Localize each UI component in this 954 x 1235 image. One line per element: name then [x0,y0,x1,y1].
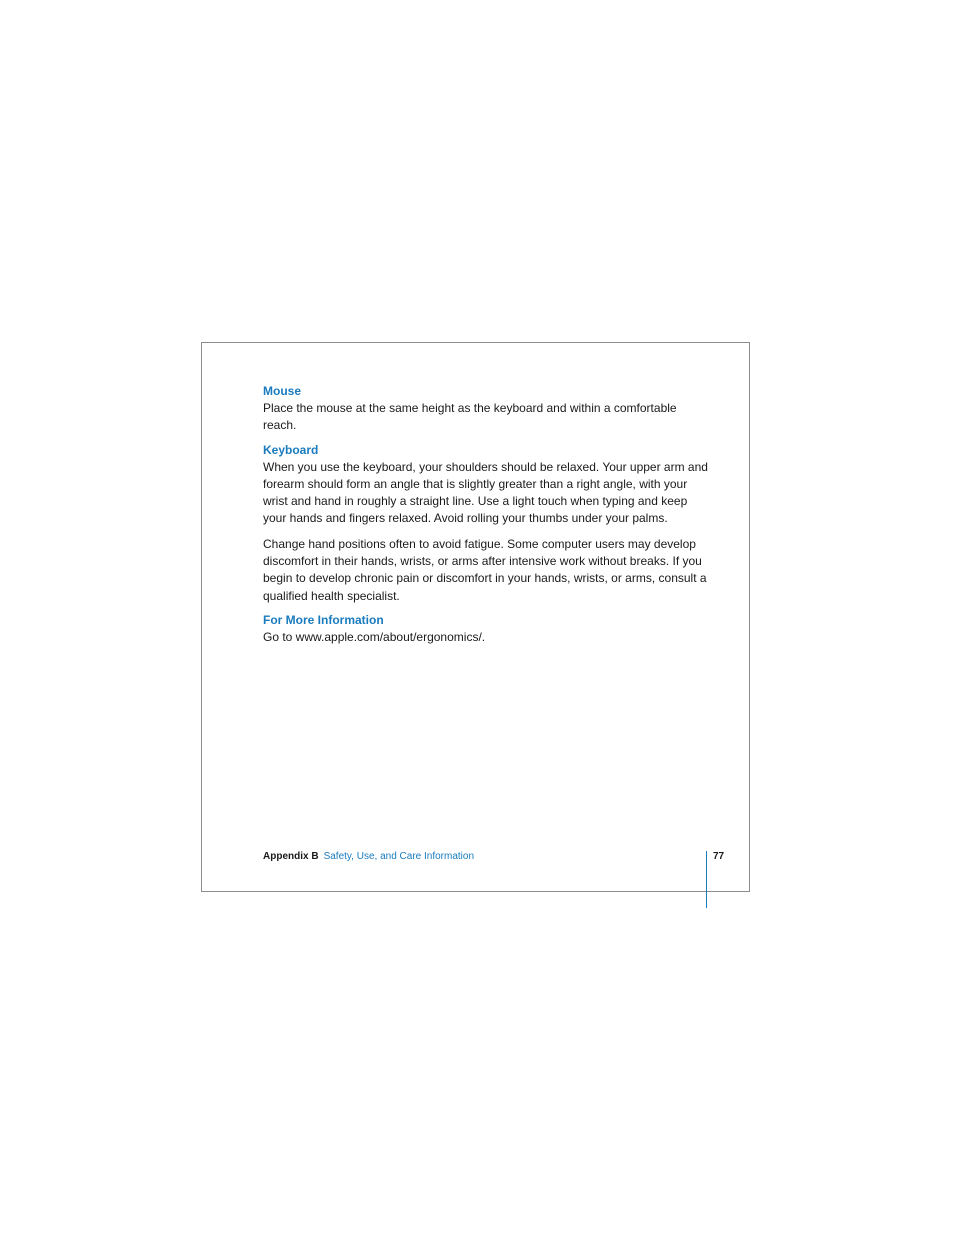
section-mouse [263,383,713,435]
section-heading: Mouse [263,384,302,398]
page-content [263,383,713,646]
section-heading: Keyboard [263,442,319,457]
section-paragraph: When you use the keyboard, your shoulders should be relaxed. Your upper arm and forearm should form an angle that is slightly greater than a right angle, with your wrist and hand in roughly a straight line. Use a light touch when typing and keep your hands and fingers relaxed. Avoid rolling your thumbs under your palms. [263,459,708,526]
section-paragraph: Place the mouse at the same height as the keyboard and within a comfortable reach. [263,401,677,433]
section-paragraph: Go to www.apple.com/about/ergonomics/. [263,629,486,644]
page-number: 77 [713,851,725,862]
section-keyboard [263,442,713,605]
section-heading: For More Information [263,612,384,627]
appendix-title: Safety, Use, and Care Information [323,851,475,862]
page-number-rule [706,851,707,908]
page-footer [263,850,723,864]
section-paragraph: Change hand positions often to avoid fatigue. Some computer users may develop discomfort in their hands, wrists, or arms after intensive work without breaks. If you begin to develop chronic pain or discomfort in your hands, wrists, or arms, consult a qualified health specialist. [263,536,707,603]
section-more-info [263,612,713,646]
appendix-label: Appendix B [263,851,319,862]
